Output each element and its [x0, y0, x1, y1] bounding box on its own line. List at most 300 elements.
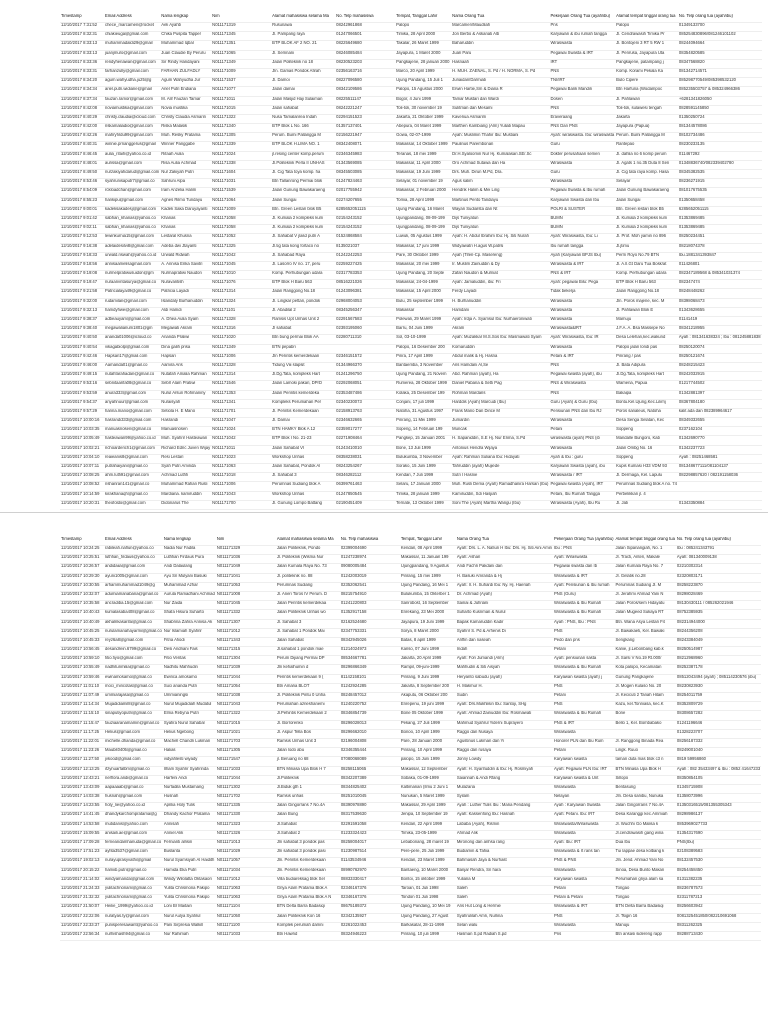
table-cell: Ewinca amosamo [163, 674, 216, 683]
table-cell: Toli-toli, 30 november 19 [395, 105, 451, 114]
table-cell: Perum. Bumi Pallangga M [615, 133, 678, 142]
column-header: No. Telp orang tua (ayah/ibu) [678, 14, 762, 23]
table-cell: Mahmud Syahrul Yiderni Suprayero [456, 720, 553, 729]
table-cell: ahm.lutfi91@gmail.com [104, 473, 160, 482]
table-cell: Makassar [395, 307, 451, 316]
table-cell: FARHAN ZULFADLY [160, 68, 211, 77]
table-cell: 12/10/2017 9:18:33 [60, 252, 104, 261]
table-cell: 12/10/2017 22:22:06 [60, 913, 104, 922]
table-cell: Hapsari17@gmail.com [104, 353, 160, 362]
table-cell: desandrein.6799@gmail.co [104, 647, 163, 656]
table-cell: 0237162104 [678, 427, 762, 436]
column-header: Nama Orang Tua [451, 14, 549, 23]
table-cell: N011171604 [211, 170, 271, 179]
table-cell: Risa Aulia Achmad [160, 160, 211, 169]
table-cell: N011171044 [216, 775, 276, 784]
table-row [60, 720, 761, 729]
table-cell: Dr.H.Syaloomin Nur Hj. Kumalasari.SE/.Sc [451, 151, 549, 160]
table-cell: 02154243152 [335, 225, 395, 234]
table-row [60, 197, 762, 206]
table-cell: Muhammad Rahan Rusli [160, 482, 211, 491]
table-cell: Christy Claudia Asmarin [160, 114, 211, 123]
table-cell: Heryanto sabudu (ayah) [456, 674, 553, 683]
table-cell: 08352809729 [676, 702, 761, 711]
table-row [60, 160, 762, 169]
table-cell: Ayah: Rahman Suliana Ibu: Hidayati [451, 454, 549, 463]
table-cell: Kendari, 23 Maret 1999 [400, 858, 456, 867]
table-cell: Fitio Veritas [163, 656, 216, 665]
table-cell: N011171038 [216, 693, 276, 702]
table-cell: Ayah: wiraswasta. Ibu: wiraswasta [549, 133, 615, 142]
table-cell: 12/10/2017 8:42:08 [60, 105, 104, 114]
table-cell: N011171011 [211, 445, 271, 454]
table-cell: 12/10/2017 10:40:49 [60, 619, 104, 628]
table-cell: ananda01006@icloud.co [104, 335, 160, 344]
table-cell: A. Annisa Erika Savitri [160, 261, 211, 270]
table-cell: 12/10/2017 9:21:58 [60, 289, 104, 298]
table-cell: N011171700 [211, 500, 271, 509]
table-cell: Wiraswasta & Ibu Rumah [553, 610, 615, 619]
table-row [60, 656, 761, 665]
table-cell: 12/10/2017 8:33:36 [60, 59, 104, 68]
table-cell: Wiraswasta/Wiraswasta [553, 821, 615, 830]
table-cell: Polewali, 29 Maret 1999 [395, 317, 451, 326]
table-cell: Makassar, 29 April 1999 [400, 803, 456, 812]
table-cell: Jl. Pampang raya [271, 32, 335, 41]
table-cell: Pns [553, 931, 615, 940]
table-cell: 12/10/2017 11:17:25 [60, 729, 104, 738]
table-row [60, 32, 762, 41]
table-cell: N011171339 [211, 142, 271, 151]
table-cell: lewinkurnia15@gmail.com [104, 234, 160, 243]
table-cell: Ramsis unhas [276, 794, 340, 803]
table-cell: Syah Putri Aminda [160, 464, 211, 473]
table-cell: 02346151572 [335, 353, 395, 362]
table-cell: 02196004808 [340, 738, 400, 747]
table-cell: Jln kehalhumin d [276, 665, 340, 674]
table-cell: Anniel Alik [163, 830, 216, 839]
table-cell: Jalan lodo abu [276, 748, 340, 757]
table-cell: Palopo, 15 Agustus 2000 [395, 87, 451, 96]
table-cell: vikagabiolp@gmail.com [104, 344, 160, 353]
table-row [60, 748, 761, 757]
column-header: Pekerjaan Orang Tua (ayah/ibu) [553, 537, 615, 546]
table-cell: Ujung Pandang, 27 Agust [400, 913, 456, 922]
table-cell: nutahfarahadan@gmail.co [104, 372, 160, 381]
table-cell: Bahmasah Jaya & Nurhast [456, 858, 553, 867]
table-cell: Ummianingsi [163, 693, 216, 702]
table-cell: Kamiruddin, Sdi Hasjiah [451, 491, 549, 500]
table-row [60, 206, 762, 215]
table-cell: adelaidesilvi8@gmail.com [104, 243, 160, 252]
table-cell: Wiraswasta [549, 179, 615, 188]
table-cell: vidyahlesti wiyady [163, 757, 216, 766]
table-body [60, 23, 762, 510]
table-cell: nurzakiyahdarud@gmail.com [104, 170, 160, 179]
table-cell: 12/10/2017 11:14:34 [60, 702, 104, 711]
table-cell: Tamar Mustari dan Wardi [451, 96, 549, 105]
table-cell: 02210302314 [676, 564, 761, 573]
table-cell: PNS & PNS [553, 858, 615, 867]
table-cell: nurulamanahayarmi@gmail.co [104, 628, 163, 637]
table-cell: Jonny Lowdy [456, 757, 553, 766]
table-cell: Ayah: Wiraswasta, Ibu: Li [549, 234, 615, 243]
table-cell: Perbelikkan jl. 4 [615, 491, 678, 500]
table-cell: Wiraswasta [549, 317, 615, 326]
table-cell: Selan walu [456, 922, 553, 931]
table-cell: Ayah: Ir. H. Suhardi Ibu: Ny. Hj. Haeriah [456, 582, 553, 591]
table-cell: Khanas [160, 215, 211, 224]
table-cell: Nur Zaida [163, 601, 216, 610]
table-cell: Patricia Layadi [160, 289, 211, 298]
table-cell: urwald.riswah@yahoo.co.id [104, 252, 160, 261]
table-row [60, 591, 761, 600]
table-cell: 02154243152 [335, 215, 395, 224]
table-cell: sabhan_khanas@yahoo.co [104, 215, 160, 224]
table-cell: Jl. Sahabat V jlasd putri A [271, 234, 335, 243]
table-cell: Jl. Sahabat 1 Pondok Mai [276, 628, 340, 637]
table-cell: Novia mustika [160, 105, 211, 114]
table-cell: Bentasung [615, 784, 676, 793]
table-cell: Pare, 30 Oktober 1999 [395, 252, 451, 261]
table-row [60, 821, 761, 830]
table-cell: mahryfirdu99@gmail.com [104, 133, 160, 142]
table-cell: 01247066501 [335, 32, 395, 41]
table-cell: Jalan Masjid Haji Sulaiman [271, 96, 335, 105]
table-cell: sebnitaarifa08@gmail.co [104, 381, 160, 390]
table-row [60, 885, 761, 894]
table-cell: 6285652051115 [678, 206, 762, 215]
table-cell: N011171006 [211, 353, 271, 362]
table-cell: Jl. Bata Adipura [615, 362, 678, 371]
table-cell: Ramsis Unhas Unit 3 [276, 738, 340, 747]
table-cell: N011171315 [216, 647, 276, 656]
table-cell: PNS [549, 68, 615, 77]
table-row [60, 895, 761, 904]
table-cell: Sulitman dan Mesami [451, 105, 549, 114]
table-cell: 12/10/2017 21:50:07 [60, 904, 104, 913]
table-cell: Bantaeng, 10 Maret 2000 [400, 867, 456, 876]
table-row [60, 298, 762, 307]
table-cell: H. Burhanuddin [451, 298, 549, 307]
table-cell: Nadia Nur Fadila [163, 546, 216, 555]
table-cell: 02311787213 [676, 895, 761, 904]
table-cell: 08102734486 [678, 133, 762, 142]
table-cell: 09080005484 [340, 564, 400, 573]
table-cell: BUMN [549, 215, 615, 224]
table-cell: Ujung Pandang, 15 Juli 1 [395, 78, 451, 87]
table-cell: Jalan Sipanangiah, No. 1 [615, 546, 676, 555]
table-row [60, 170, 762, 179]
table-cell: Husnah [163, 794, 216, 803]
table-cell: Pare, 28 Januari 2000 [400, 738, 456, 747]
table-cell: Indah [456, 647, 553, 656]
table-row [60, 637, 761, 646]
table-cell: Ayah: Ashari [456, 555, 553, 564]
table-row [60, 188, 762, 197]
table-cell: Nurfadila Mustamang [163, 784, 216, 793]
table-cell: Jl. Abadilal 2 [271, 307, 335, 316]
table-cell: 12/10/2017 9:49:15 [60, 372, 104, 381]
table-cell: 08250514987 [676, 647, 761, 656]
table-cell: 12/10/2017 8:34:34 [60, 87, 104, 96]
table-cell: Elma Rebyna Putri [163, 711, 216, 720]
table-cell: 12/10/2017 9:19:47 [60, 280, 104, 289]
table-cell: N011171328 [211, 317, 271, 326]
table-cell: Luwuk, 05 Agustus 1999 [395, 234, 451, 243]
table-cell: Jl. Aspur Tella Bos [276, 729, 340, 738]
table-cell: 0853969027733 [676, 821, 761, 830]
table-row [60, 491, 762, 500]
table-cell: 01344966370 [335, 362, 395, 371]
table-cell: Petani [553, 748, 615, 757]
table-cell: Ayah: H. Abdul Ibrahim Ibu: Hj. Siti Nurah [451, 234, 549, 243]
table-cell: anisaili.ae@gmail.com [104, 830, 163, 839]
table-cell: Richard Edric Juven Wijay [160, 445, 211, 454]
table-row [60, 931, 761, 940]
table-cell: Hasman S.pd Radiah S.pd [456, 931, 553, 940]
table-cell: N011171024 [211, 151, 271, 160]
table-cell: 12/10/2017 11:07:49 [60, 693, 104, 702]
table-cell: 12/10/2017 10:24:25 [60, 546, 104, 555]
table-cell: Nuravantish [160, 280, 211, 289]
table-cell: N011171013 [216, 840, 276, 849]
table-cell: 06399761463 [335, 482, 395, 491]
table-cell: 02292068051 [335, 381, 395, 390]
table-cell: N011171537 [211, 78, 271, 87]
table-cell: N011171101 [211, 307, 271, 316]
table-cell: Suci ananda Putri [163, 683, 216, 692]
table-cell: 81142158101 [340, 674, 400, 683]
table-cell: Jl. Penrusa, Jayapura Uta [615, 50, 678, 59]
table-cell: PNS [549, 390, 615, 399]
table-cell: Mandalle Bungoro, Kab [615, 436, 678, 445]
table-cell: 12/10/2017 8:55:23 [60, 197, 104, 206]
table-cell: hasrandi333@gmail.com [104, 418, 160, 427]
table-cell: Jl.Dg.Tata, kompleks Hart [271, 372, 335, 381]
table-cell: N011171076 [211, 280, 271, 289]
table-cell: N011171539 [211, 188, 271, 197]
table-cell: 12/10/2017 21:14:02 [60, 876, 104, 885]
table-cell: Jakarta, 20 April 1999 [400, 656, 456, 665]
table-cell: N011171023 [211, 454, 271, 463]
table-cell: 12/10/2017 10:32:07 [60, 591, 104, 600]
table-cell: N011171039 [216, 665, 276, 674]
table-cell: Jln. Desa sariibu, Nunuka [615, 794, 676, 803]
table-cell: Muh. Resky Pratama [160, 133, 211, 142]
table-cell: 02294151523 [335, 114, 395, 123]
table-cell: 01350316515/081355305343 [676, 803, 761, 812]
table-cell: 01524868584 [335, 234, 395, 243]
table-cell: Harfeni Andi [163, 775, 216, 784]
table-row [60, 867, 761, 876]
table-cell: Pere-pere, 25 Juli 1999 [400, 849, 456, 858]
table-cell: Sahruni Alpa [160, 179, 211, 188]
table-cell: adumiamanabana@gmail.co [104, 591, 163, 600]
table-row [60, 225, 762, 234]
table-cell: N011171323 [216, 821, 276, 830]
table-cell: 08346854739 [340, 711, 400, 720]
table-cell: Petani & IRT [549, 353, 615, 362]
table-cell: akhalrikasarifa@gmail.co [104, 619, 163, 628]
table-cell: Jakarta, 21 Oktober 1999 [395, 114, 451, 123]
table-cell: Fitria Afiodi [163, 637, 216, 646]
table-cell: Jln. Jend. Ahmad Yani No [615, 858, 676, 867]
table-cell: 12/10/2017 11:27:50 [60, 757, 104, 766]
table-cell: Muhammad Iqbal [160, 41, 211, 50]
table-cell: Ayah & Ibu : guru [549, 454, 615, 463]
table-cell: 08258223870 [676, 582, 761, 591]
table-row [60, 555, 761, 564]
table-cell: N011171340 [211, 124, 271, 133]
table-cell: N011171063 [216, 895, 276, 904]
table-cell: Ayah: Wiraswasta [553, 555, 615, 564]
table-cell: Ayah: Wiraswasta, Ibu: IR [549, 335, 615, 344]
table-cell: Ariffin dan naseah [456, 637, 553, 646]
table-cell: Jln. Perintis Kemerdekaan [276, 858, 340, 867]
table-cell: Patricialaya49@gmail.co [104, 289, 160, 298]
table-cell: 02346167376 [340, 885, 400, 894]
table-cell: Teranas, 18 mei 1999 [395, 151, 451, 160]
table-cell: Mamuju [615, 317, 678, 326]
table-cell: sinaputiyoputri@gmail.co [104, 711, 163, 720]
table-cell: Rampil, 09-juni-1999 [400, 665, 456, 674]
table-cell: N011171052 [211, 234, 271, 243]
table-cell: Oro Achmad Sutawa dan Ha [451, 160, 549, 169]
table-cell: 12/10/2017 10:08:52 [60, 482, 104, 491]
table-cell: Ferdy Layadi [451, 289, 549, 298]
column-header: Pekerjaan Orang Tua (ayah/ibu) [549, 14, 615, 23]
table-cell: Luthfian Firdaus Pura [163, 555, 216, 564]
table-cell: PNS & IRT [553, 720, 615, 729]
table-cell: N011171319 [211, 23, 271, 32]
table-cell: Jl. Kumala 2 kompleks kum [271, 225, 335, 234]
table-cell: Jl. Tracti, Anteri, Makale [615, 555, 676, 564]
table-cell: 12/10/2017 10:59:10 [60, 656, 104, 665]
table-cell: 12/10/2017 17:51:23 [60, 849, 104, 858]
table-cell: Budiamin & Tahia [456, 849, 553, 858]
table-cell: 8135021037 [335, 243, 395, 252]
table-cell: 082314944000 [676, 619, 761, 628]
table-row [60, 353, 762, 362]
table-cell: riskamaliadio@gmail.com [104, 124, 160, 133]
table-cell: Ayah: Pegawai PLN Ibu: IRT [553, 766, 615, 775]
table-cell: N011171330 [216, 812, 276, 821]
table-row [60, 23, 762, 32]
table-cell: Baharuddin [451, 41, 549, 50]
table-cell: Nurmapratiwi Naudon [160, 271, 211, 280]
table-row [60, 344, 762, 353]
column-header: Tempat, Tanggal Lahir [395, 14, 451, 23]
table-cell: 08324946223 [340, 931, 400, 940]
table-row [60, 812, 761, 821]
table-cell: Jl.sahabat 1 pondok mae [276, 647, 340, 656]
table-cell: sabhan_khanas@yahoo.co [104, 225, 160, 234]
table-cell: Ilham Syahrir Syahrinda [163, 766, 216, 775]
table-cell: Wiraswasta [549, 41, 615, 50]
table-cell: Pinrang, 11 Mei 1999 [395, 418, 451, 427]
table-cell: Ayah: Fori Jumandi (Alm) [456, 656, 553, 665]
table-cell: Karyawan & ibu rumah tangga [549, 32, 615, 41]
table-cell: 01345715908 [676, 784, 761, 793]
table-row [60, 683, 761, 692]
table-cell: N011171305 [211, 133, 271, 142]
table-row [60, 738, 761, 747]
table-cell: Kendari, 7 Juli 1999 [395, 473, 451, 482]
table-cell: Ayah : Karyawan Swasta [553, 803, 615, 812]
table-cell: 081348677111/081104137 [678, 464, 762, 473]
table-cell: Jl. Gelatik no.28 [615, 573, 676, 582]
table-cell: palopo, 15 Juni 1999 [400, 757, 456, 766]
table-cell: Jl. Dermaga, Kel. Lapulu [615, 473, 678, 482]
table-cell: Syilam [456, 794, 553, 803]
column-header: Alamat mahasiswa selama Ma [271, 14, 335, 23]
table-cell: N011171045 [211, 261, 271, 270]
table-cell: 08298028469 [676, 591, 761, 600]
table-cell: Nurul Mujadidiah Mudatul [163, 702, 216, 711]
table-row [60, 876, 761, 885]
table-cell: 02352062541 [340, 582, 400, 591]
table-row [60, 151, 762, 160]
table-cell: PNS (Guru) [553, 591, 615, 600]
table-cell: 12/10/2017 10:59:46 [60, 674, 104, 683]
table-cell: Palopo jalan londi pas [615, 344, 678, 353]
table-cell: Sainai & Juhriani [456, 601, 553, 610]
table-cell: 12/10/2017 10:05:49 [60, 436, 104, 445]
table-cell: 01353869485 [678, 225, 762, 234]
table-cell: Btn Tallanrong Permai blok [271, 179, 335, 188]
table-cell: 08230523203 [335, 59, 395, 68]
table-cell: 08242961868 [335, 23, 395, 32]
table-cell: 08230233135 [678, 142, 762, 151]
table-cell: N011171305 [216, 748, 276, 757]
table-cell: luthfian_firdaus@yahoo.co [104, 555, 163, 564]
table-cell: 12/10/2017 10:04:10 [60, 454, 104, 463]
table-cell: Jl. Damai [271, 418, 335, 427]
table-cell: Ariel Putri Endiana [160, 87, 211, 96]
table-cell: N011171100 [216, 922, 276, 931]
table-cell: Komp. Perhubungan udara [271, 271, 335, 280]
table-cell: 02342135927 [340, 913, 400, 922]
table-cell: 01243410010 [335, 445, 395, 454]
table-cell: Tondon 01 Juli 1998 [400, 895, 456, 904]
table-cell: J.F.A. A. Bsa Massepe No [615, 326, 678, 335]
table-cell: Soppeng [615, 427, 678, 436]
table-cell: Tahruddin (ayah) Mujiede [451, 464, 549, 473]
table-cell: Komplek perumah damni [276, 922, 340, 931]
table-cell: Nunukan, 5 Maret 1999 [400, 794, 456, 803]
table-cell: Pegawai Bank Mandiri [549, 87, 615, 96]
table-cell: Jenipa, 10 September 19 [400, 812, 456, 821]
table-cell: 08296866349 [340, 665, 400, 674]
table-cell: fauziaaranamamin@gmail.co [104, 720, 163, 729]
table-cell: Jl. Kecicuti 2 Tanah Hitam [615, 693, 676, 702]
table-cell: Jalan sahabat [271, 105, 335, 114]
table-cell: Helius Ngebong [163, 729, 216, 738]
table-row [60, 50, 762, 59]
table-cell: 12/10/2017 9:38:40 [60, 326, 104, 335]
table-cell: Abd. Rahman (ayah), Ha [451, 372, 549, 381]
table-cell: 12/10/2017 14:53:58 [60, 821, 104, 830]
table-cell: Perum. Bumi Pallangga M [271, 133, 335, 142]
table-row [60, 317, 762, 326]
table-cell: Jalan Poros/sem Hidayatu [615, 601, 676, 610]
table-cell: Daniel Pabana & Setti Pag [451, 381, 549, 390]
table-row [60, 335, 762, 344]
table-cell: 12/10/2017 11:01:10 [60, 683, 104, 692]
table-cell: 08833330417 [340, 876, 400, 885]
table-cell: Ayu Sri Mulyani Basuki [163, 573, 216, 582]
